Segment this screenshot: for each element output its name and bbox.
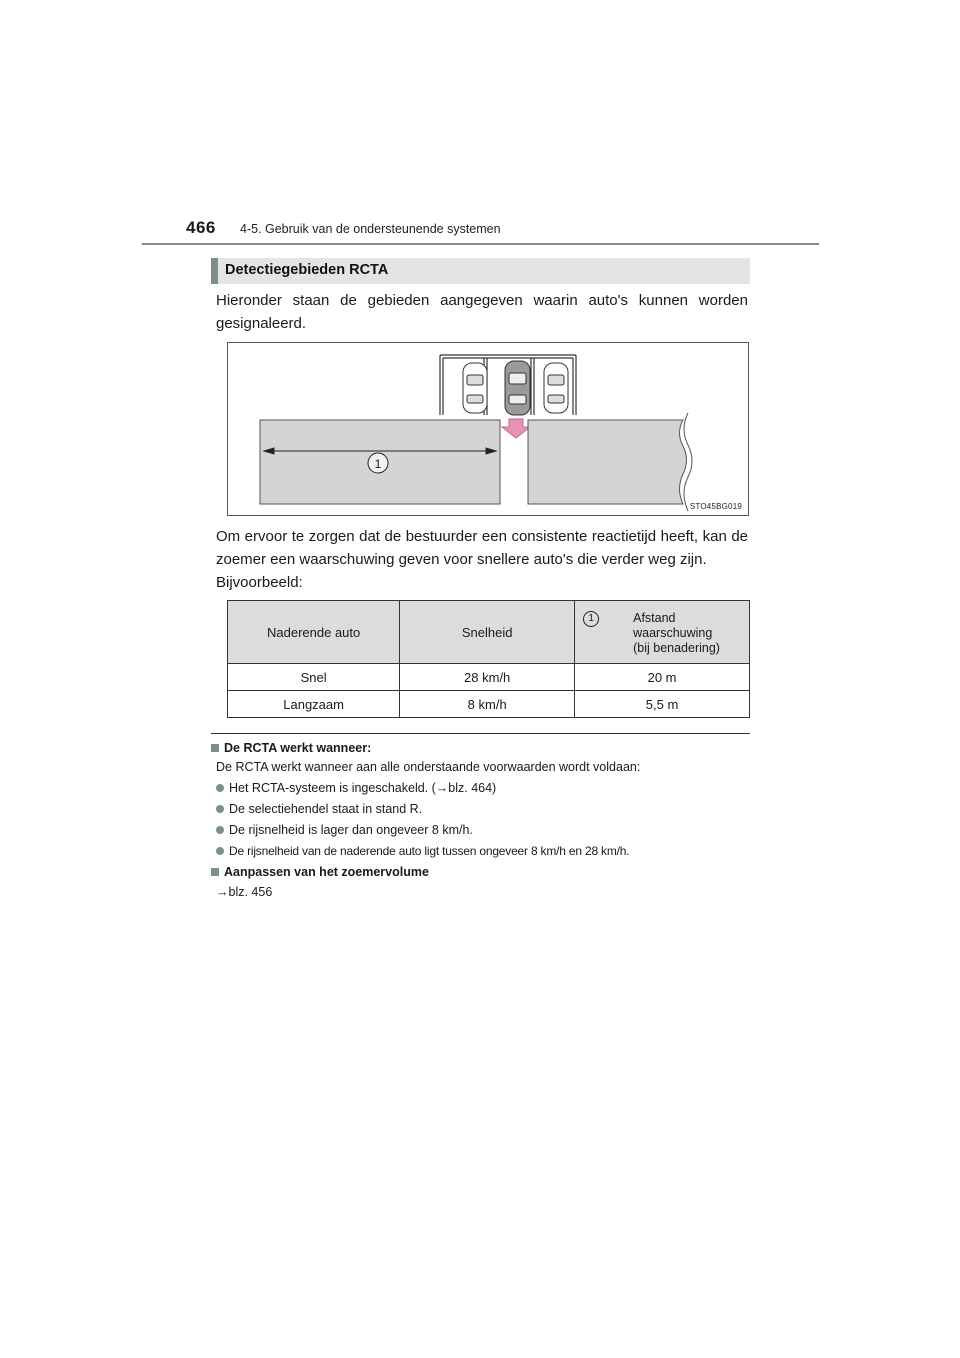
callout-1-label: 1 — [374, 457, 382, 471]
example-label: Bijvoorbeeld: — [216, 574, 303, 591]
parked-car-right-icon — [544, 363, 568, 413]
square-bullet-icon — [211, 744, 219, 752]
cell-distance: 5,5 m — [575, 691, 750, 718]
list-item: De rijsnelheid is lager dan ongeveer 8 km/h. — [216, 823, 473, 837]
table-row — [228, 691, 750, 718]
cell-vehicle: Langzaam — [228, 691, 400, 718]
cell-vehicle: Snel — [228, 664, 400, 691]
square-bullet-icon — [211, 868, 219, 876]
reverse-direction-arrow — [502, 419, 530, 438]
header-distance-line1: Afstand — [633, 610, 676, 625]
detection-area-diagram — [228, 343, 750, 517]
notes-separator — [211, 733, 750, 734]
header-distance-line2: waarschuwing — [633, 625, 713, 640]
section-marker — [211, 258, 218, 284]
note-volume-ref[interactable]: →blz. 456 — [216, 885, 273, 899]
section-title: Detectiegebieden RCTA — [225, 262, 389, 278]
header-callout-marker: 1 — [583, 611, 599, 627]
table-row — [228, 664, 750, 691]
table-header-row — [228, 601, 750, 664]
note-volume-title: Aanpassen van het zoemervolume — [211, 865, 429, 879]
round-bullet-icon — [216, 784, 224, 792]
section-heading — [211, 258, 750, 284]
list-item: Het RCTA-systeem is ingeschakeld. (→blz. 464) — [216, 781, 496, 795]
page-number: 466 — [186, 218, 216, 237]
intro-paragraph: Hieronder staan de gebieden aangegeven waarin auto's kunnen worden gesignaleerd. — [216, 292, 748, 332]
header-rule — [142, 243, 819, 245]
header-speed: Snelheid — [400, 601, 575, 664]
header-warning-distance — [575, 601, 750, 664]
note-rcta-works-intro: De RCTA werkt wanneer aan alle onderstaande voorwaarden wordt voldaan: — [216, 760, 641, 774]
detection-area-figure — [227, 342, 749, 516]
figure-code: STO45BG019 — [689, 502, 742, 511]
chapter-title: 4-5. Gebruik van de ondersteunende systemen — [240, 222, 501, 236]
cell-distance: 20 m — [575, 664, 750, 691]
warning-distance-table — [227, 600, 750, 718]
parked-car-left-icon — [463, 363, 487, 413]
note-rcta-works-title: De RCTA werkt wanneer: — [211, 741, 371, 755]
header-distance-line3: (bij benadering) — [633, 640, 720, 655]
round-bullet-icon — [216, 847, 224, 855]
round-bullet-icon — [216, 826, 224, 834]
own-vehicle-icon — [505, 361, 530, 415]
list-item: De rijsnelheid van de naderende auto ligt tussen ongeveer 8 km/h en 28 km/h. — [216, 844, 629, 858]
header-approaching-vehicle: Naderende auto — [228, 601, 400, 664]
list-item: De selectiehendel staat in stand R. — [216, 802, 422, 816]
right-detection-area — [528, 420, 687, 504]
cell-speed: 8 km/h — [400, 691, 575, 718]
cell-speed: 28 km/h — [400, 664, 575, 691]
reaction-paragraph: Om ervoor te zorgen dat de bestuurder een consistente reactietijd heeft, kan de zoemer een waarschuwing geven voor snellere auto's die verder weg zijn. — [216, 528, 748, 568]
round-bullet-icon — [216, 805, 224, 813]
